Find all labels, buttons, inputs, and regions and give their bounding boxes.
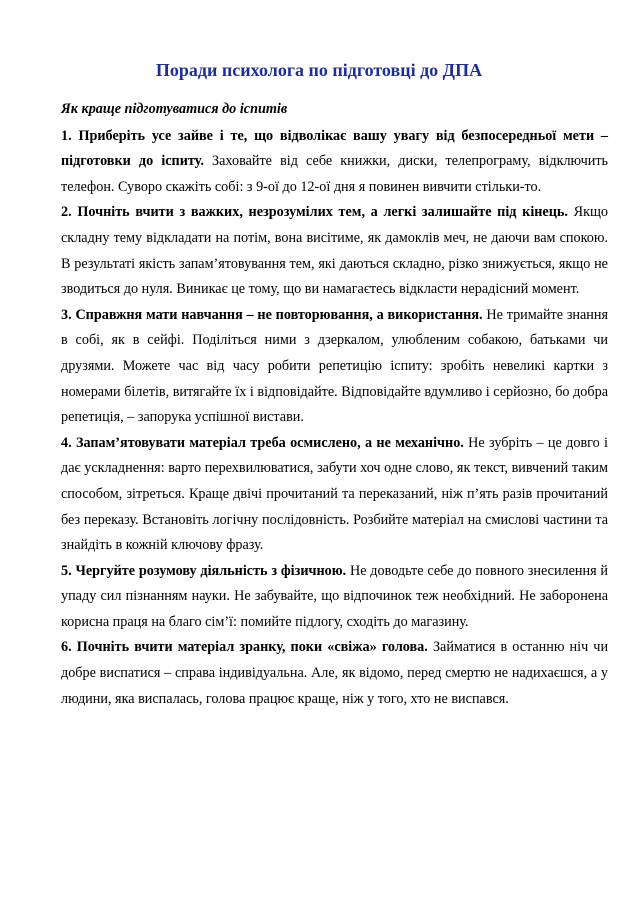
tip-text: Якщо складну тему відкладати на потім, вона висітиме, як дамоклів меч, не даючи вам спокою. В результаті якість запам’ятовування тем, які даються складно, різко знижується, якщо не зводиться до нуля. Виникає це тому, що ви намагаєтесь відкласти нерадісний момент. xyxy=(61,204,609,298)
tip-lead: Чергуйте розумову діяльність з фізичною. xyxy=(75,562,347,579)
tip-text: Не доводьте себе до повного знесилення й упаду сил пізнанням науки. Не забувайте, що відпочинок теж необхідний. Не заборонена корисна праця на благо сім’ї: помийте підлогу, сходіть до магазину. xyxy=(61,562,609,630)
tip-2 xyxy=(61,200,608,302)
tip-number: 5. xyxy=(61,562,72,579)
tip-lead: Приберіть усе зайве і те, що відволікає вашу увагу від безпосередньої мети – підготовки до іспиту. xyxy=(61,127,609,170)
tip-number: 6. xyxy=(61,639,72,656)
tip-number: 3. xyxy=(61,306,72,323)
tip-number: 1. xyxy=(61,127,72,144)
tip-5 xyxy=(61,559,608,636)
tip-3 xyxy=(61,303,608,431)
tip-text: Заховайте від себе книжки, диски, телепрограму, відключить телефон. Суворо скажіть собі: з 9-ої до 12-ої дня я повинен вивчити стільки-то. xyxy=(61,153,609,195)
tip-lead: Почніть вчити з важких, незрозумілих тем, а легкі залишайте під кінець. xyxy=(77,204,568,221)
tip-1 xyxy=(61,124,608,201)
document-body xyxy=(61,97,608,712)
section-subtitle: Як краще підготуватися до іспитів xyxy=(61,101,288,117)
page-title: Поради психолога по підготовці до ДПА xyxy=(155,60,483,80)
tip-text: Займатися в останню ніч чи добре виспатися – справа індивідуальна. Але, як відомо, перед смертю не надихаєшся, а у людини, яка виспалась, голова працює краще, ніж у того, хто не виспався. xyxy=(61,639,609,707)
tip-4 xyxy=(61,431,608,559)
tip-number: 4. xyxy=(61,434,72,451)
tip-text: Не тримайте знання в собі, як в сейфі. Поділіться ними з дзеркалом, улюбленим собакою, батьками чи друзями. Можете час від часу робити репетицію іспиту: зробіть невеликі картки з номерами білетів, витягайте їх і відповідайте. Відповідайте вдумливо і серйозно, бо добра репетиція, – запорука успішної вистави. xyxy=(61,306,609,426)
tip-lead: Справжня мати навчання – не повторювання, а використання. xyxy=(75,306,483,323)
tip-text: Не зубріть – це довго і дає ускладнення: варто перехвилюватися, забути хоч одне слово, як текст, вивчений таким способом, зітреться. Краще двічі прочитаний та переказаний, ніж п’ять разів прочитаний без переказу. Встановіть логічну послідовність. Розбийте матеріал на смислові частини та знайдіть в кожній ключову фразу. xyxy=(61,434,608,554)
tip-6 xyxy=(61,635,608,712)
tip-lead: Почніть вчити матеріал зранку, поки «свіжа» голова. xyxy=(76,639,428,656)
tip-number: 2. xyxy=(61,204,72,221)
tip-lead: Запам’ятовувати матеріал треба осмислено, а не механічно. xyxy=(75,434,464,451)
